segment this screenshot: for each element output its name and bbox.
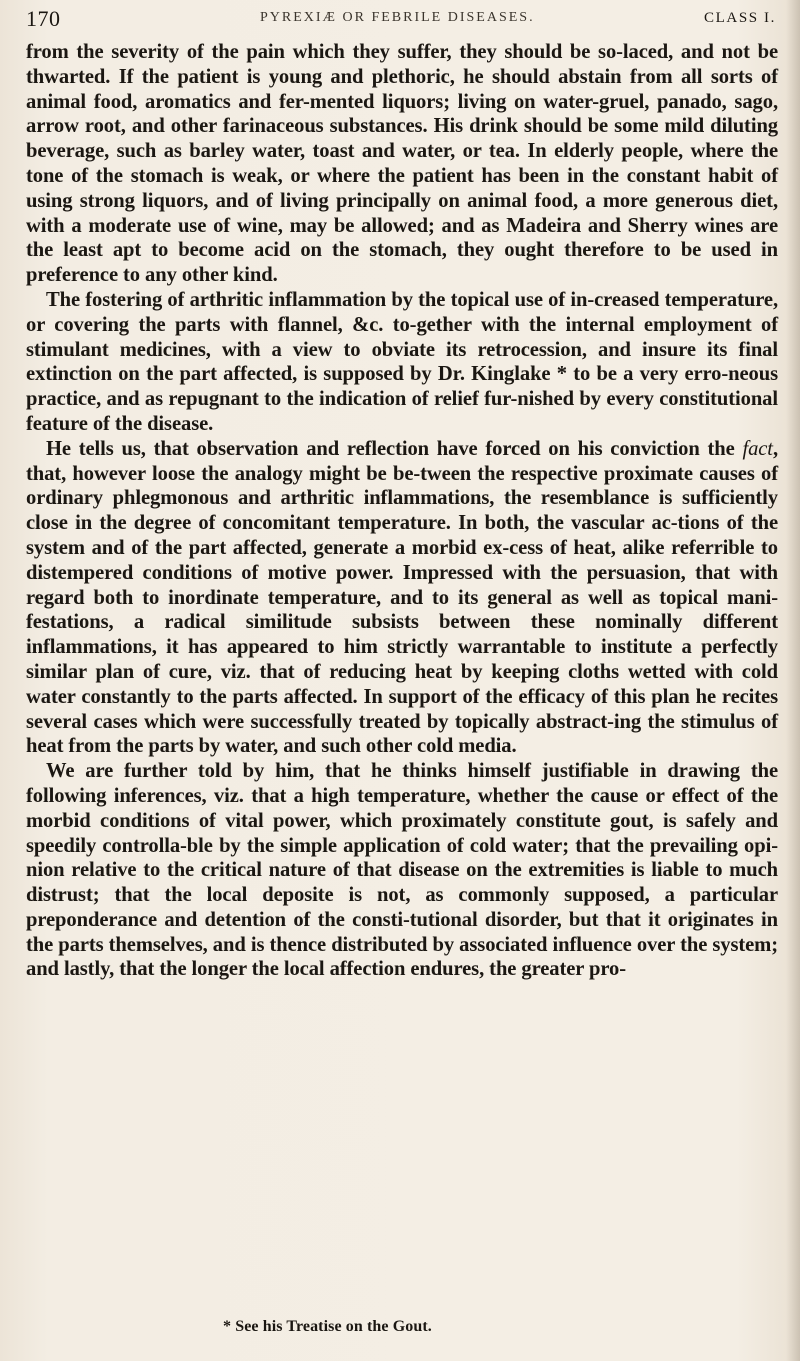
footnote: * See his Treatise on the Gout.: [223, 1318, 432, 1335]
paragraph-inferences: We are further told by him, that he thinks himself justifiable in drawing the following inferences, viz. that a high temperature, whether the cause or effect of the morbid conditions of vital power, which proximately constitute gout, is safely and speedily controlla-ble by the simple application of cold water; that the prevailing opi-nion relative to the critical nature of that disease on the extremities is liable to much distrust; that the local deposite is not, as commonly supposed, a particular preponderance and detention of the consti-tutional disorder, but that it originates in the parts themselves, and is thence distributed by associated influence over the system; and lastly, that the longer the local affection endures, the greater pro-: [26, 760, 778, 981]
paragraph-observation-rest: , that, however loose the analogy might be be-tween the respective proximate causes of ordinary phlegmonous and arthritic inflammations, the resemblance is sufficiently close in the degree of concomitant temperature. In both, the vascular ac-tions of the system and of the part affected, generate a morbid ex-cess of heat, alike referrible to distempered conditions of motive power. Impressed with the persuasion, that with regard both to inordinate temperature, and to its general as well as topical mani-festations, a radical similitude subsists between these nominally different inflammations, it has appeared to him strictly warrantable to institute a perfectly similar plan of cure, viz. that of reducing heat by keeping cloths wetted with cold water constantly to the parts affected. In support of the efficacy of this plan he recites several cases which were successfully treated by topically abstract-ing the stimulus of heat from the parts by water, and such other cold media.: [26, 437, 778, 758]
running-title: PYREXIÆ OR FEBRILE DISEASES.: [260, 10, 535, 25]
running-head: [26, 2, 778, 32]
paragraph-observation: [26, 437, 778, 759]
italic-fact: fact: [742, 437, 773, 460]
page-number: 170: [26, 6, 61, 31]
body-text: [26, 40, 778, 982]
page-edge-shadow: [786, 0, 800, 1361]
paragraph-diet: from the severity of the pain which they suffer, they should be so-laced, and not be thwarted. If the patient is young and plethoric, he should abstain from all sorts of animal food, aromatics and fer-mented liquors; living on water-gruel, panado, sago, arrow root, and other farinaceous substances. His drink should be some mild diluting beverage, such as barley water, toast and water, or tea. In elderly people, where the tone of the stomach is weak, or where the patient has been in the constant habit of using strong liquors, and of living principally on animal food, a more generous diet, with a moderate use of wine, may be allowed; and as Madeira and Sherry wines are the least apt to become acid on the stomach, they ought therefore to be used in preference to any other kind.: [26, 41, 778, 287]
paragraph-arthritic-inflammation: The fostering of arthritic inflammation by the topical use of in-creased temperature, or covering the parts with flannel, &c. to-gether with the internal employment of stimulant medicines, with a view to obviate its retrocession, and insure its final extinction on the part affected, is supposed by Dr. Kinglake * to be a very erro-neous practice, and as repugnant to the indication of relief fur-nished by every constitutional feature of the disease.: [26, 288, 778, 435]
class-label: CLASS I.: [704, 10, 776, 26]
paragraph-observation-start: He tells us, that observation and reflection have forced on his conviction the: [46, 437, 743, 460]
